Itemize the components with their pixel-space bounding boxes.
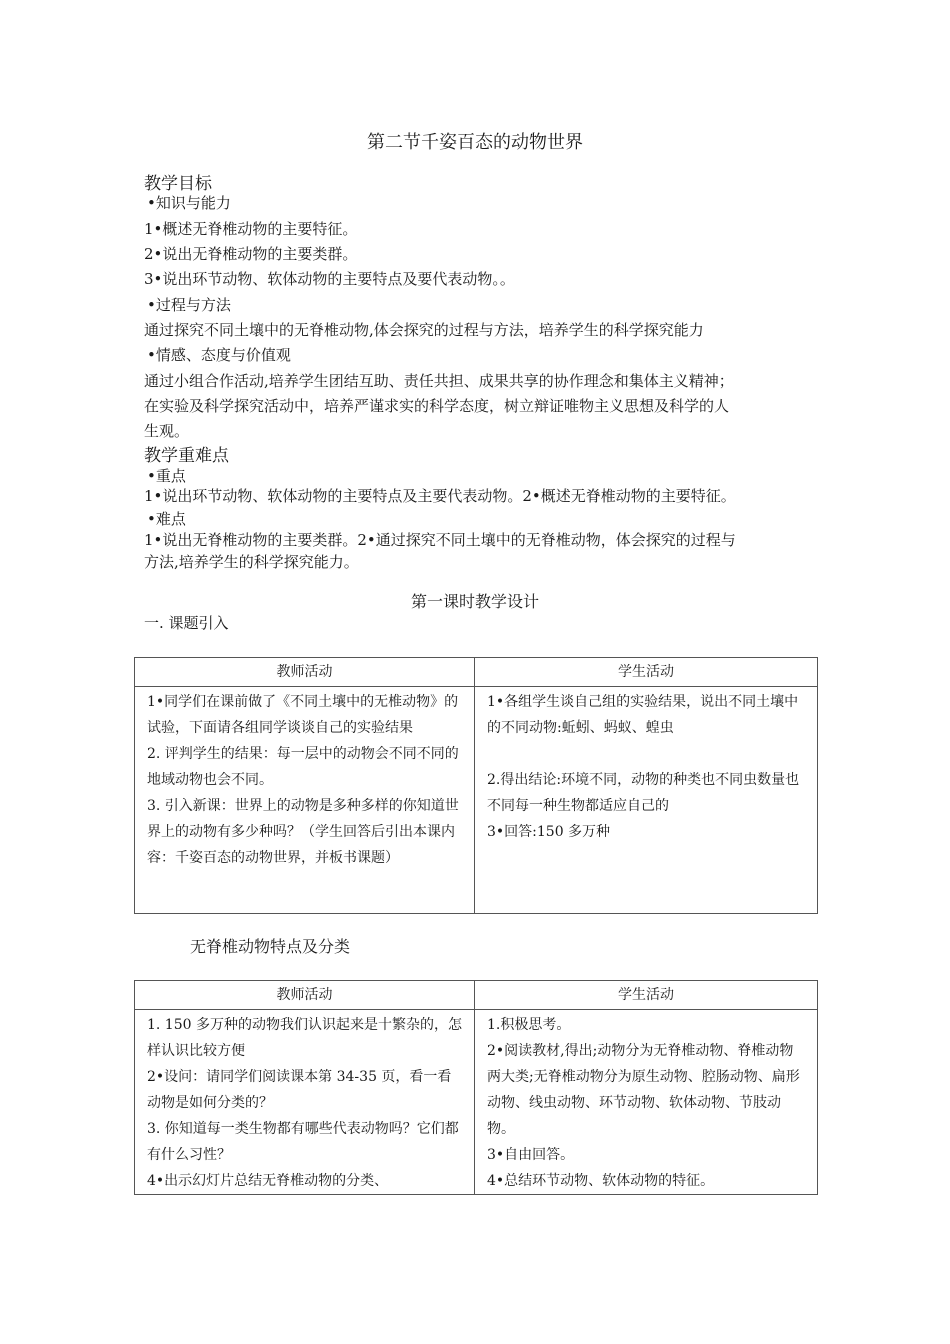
emotion-label: •情感、态度与价值观 xyxy=(147,346,291,364)
student-activity-cell xyxy=(475,1010,818,1195)
section-heading: 无脊椎动物特点及分类 xyxy=(190,937,351,956)
student-step-1: 1•各组学生谈自己组的实验结果，说出不同土壤中的不同动物:蚯蚓、蚂蚁、蝗虫 xyxy=(487,694,799,736)
emotion-line-3: 生观。 xyxy=(144,422,190,440)
process-text: 通过探究不同土壤中的无脊椎动物,体会探究的过程与方法，培养学生的科学探究能力 xyxy=(144,321,704,339)
key-label: •重点 xyxy=(147,467,186,485)
teacher-step-1: 1. 150 多万种的动物我们认识起来是十繁杂的，怎样认识比较方便 xyxy=(147,1017,462,1059)
student-column-header: 学生活动 xyxy=(475,658,818,687)
teacher-column-header: 教师活动 xyxy=(135,981,475,1010)
intro-activity-table xyxy=(134,657,818,914)
knowledge-item-2: 2•说出无脊椎动物的主要类群。 xyxy=(144,245,358,263)
emotion-line-2: 在实验及科学探究活动中，培养严谨求实的科学态度，树立辩证唯物主义思想及科学的人 xyxy=(144,397,730,415)
student-activity-cell xyxy=(475,687,818,914)
classification-activity-table xyxy=(134,980,818,1195)
teacher-activity-cell xyxy=(135,687,475,914)
teacher-column-header: 教师活动 xyxy=(135,658,475,687)
student-column-header: 学生活动 xyxy=(475,981,818,1010)
teacher-activity-cell xyxy=(135,1010,475,1195)
keypoints-heading: 教学重难点 xyxy=(144,446,229,466)
teacher-step-3: 3. 你知道每一类生物都有哪些代表动物吗？它们都有什么习性？ xyxy=(147,1121,459,1163)
difficult-line-1: 1•说出无脊椎动物的主要类群。2•通过探究不同土壤中的无脊椎动物，体会探究的过程与 xyxy=(144,531,736,549)
teacher-step-2: 2. 评判学生的结果：每一层中的动物会不同不同的地域动物也会不同。 xyxy=(147,746,459,788)
emotion-line-1: 通过小组合作活动,培养学生团结互助、责任共担、成果共享的协作理念和集体主义精神； xyxy=(144,372,734,390)
knowledge-label: •知识与能力 xyxy=(147,194,231,212)
process-label: •过程与方法 xyxy=(147,296,231,314)
student-step-4: 4•总结环节动物、软体动物的特征。 xyxy=(487,1173,715,1189)
teacher-step-1: 1•同学们在课前做了《不同土壤中的无椎动物》的试验，下面请各组同学谈谈自己的实验结果 xyxy=(147,694,459,736)
difficult-label: •难点 xyxy=(147,510,186,528)
teacher-step-3: 3. 引入新课：世界上的动物是多种多样的你知道世界上的动物有多少种吗？（学生回答后引出本课内容：千姿百态的动物世界，并板书课题） xyxy=(147,798,459,866)
intro-heading: 一. 课题引入 xyxy=(144,614,229,632)
teacher-step-2: 2•设问：请同学们阅读课本第 34-35 页，看一看动物是如何分类的？ xyxy=(147,1069,452,1111)
student-step-3: 3•自由回答。 xyxy=(487,1147,575,1163)
student-step-1: 1.积极思考。 xyxy=(487,1017,571,1033)
difficult-line-2: 方法,培养学生的科学探究能力。 xyxy=(144,553,359,571)
teacher-step-4: 4•出示幻灯片总结无脊椎动物的分类、 xyxy=(147,1173,389,1189)
knowledge-item-1: 1•概述无脊椎动物的主要特征。 xyxy=(144,220,358,238)
student-step-2: 2.得出结论:环境不同，动物的种类也不同虫数量也不同每一种生物都适应自己的 xyxy=(487,772,800,814)
knowledge-item-3: 3•说出环节动物、软体动物的主要特点及要代表动物。。 xyxy=(144,270,515,288)
goals-heading: 教学目标 xyxy=(144,174,212,194)
lesson1-heading: 第一课时教学设计 xyxy=(410,592,539,611)
student-step-3: 3•回答:150 多万种 xyxy=(487,824,611,840)
student-step-2: 2•阅读教材,得出;动物分为无脊椎动物、脊椎动物两大类;无脊椎动物分为原生动物、腔肠动物、扁形动物、线虫动物、环节动物、软体动物、节肢动物。 xyxy=(487,1043,800,1137)
page-title: 第二节千姿百态的动物世界 xyxy=(367,132,583,153)
key-text: 1•说出环节动物、软体动物的主要特点及主要代表动物。2•概述无脊椎动物的主要特征。 xyxy=(144,487,736,505)
